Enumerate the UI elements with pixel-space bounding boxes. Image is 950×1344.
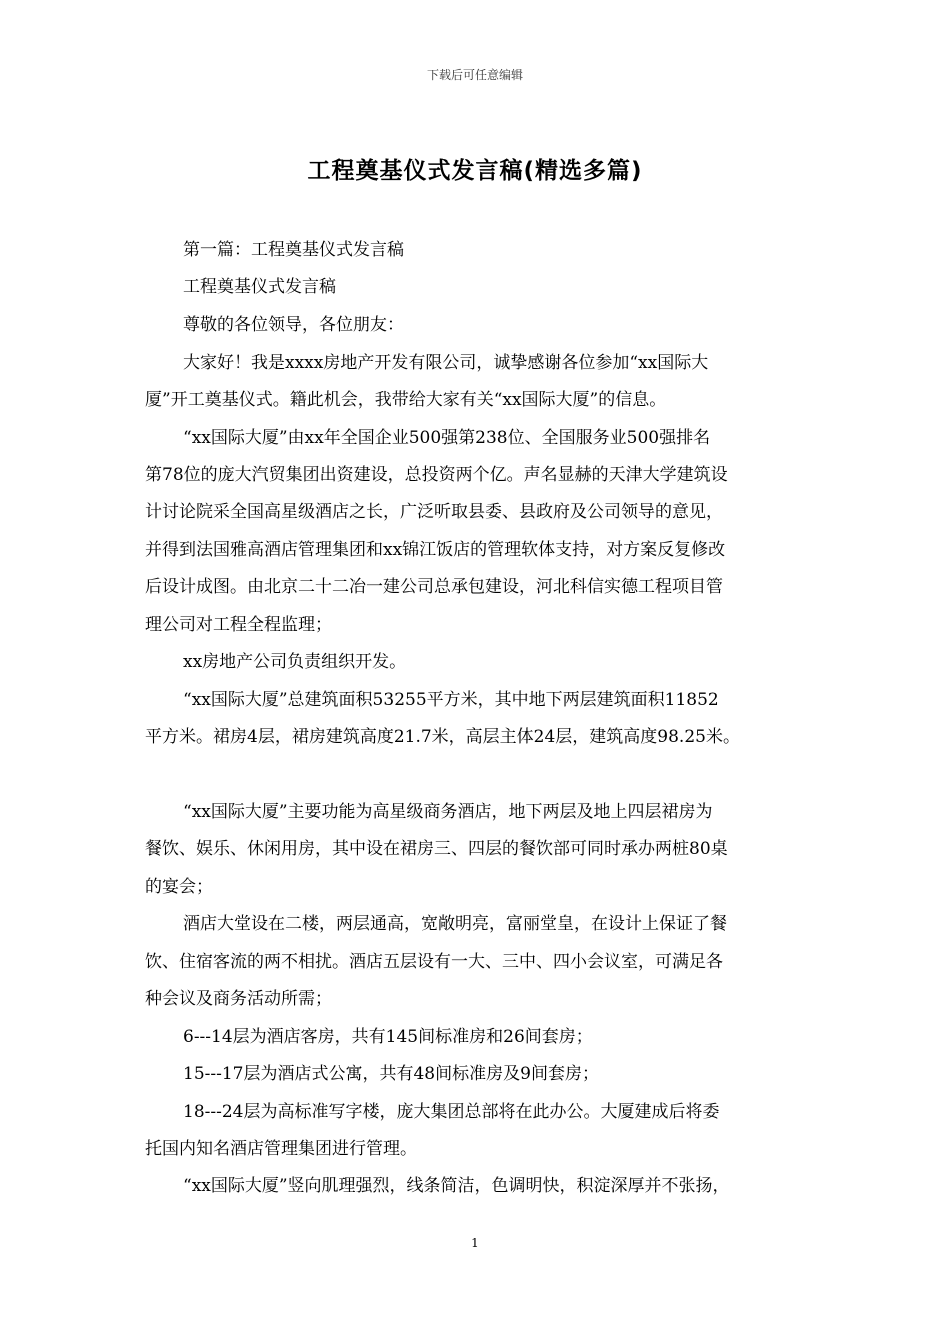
paragraph-line: 18---24层为高标准写字楼，庞大集团总部将在此办公。大厦建成后将委 (183, 1102, 720, 1122)
paragraph-line: 后设计成图。由北京二十二冶一建公司总承包建设，河北科信实德工程项目管 (145, 577, 723, 597)
paragraph-line: “xx国际大厦”主要功能为高星级商务酒店，地下两层及地上四层裙房为 (183, 802, 713, 822)
page-number: 1 (471, 1236, 479, 1250)
paragraph-line: “xx国际大厦”总建筑面积53255平方米，其中地下两层建筑面积11852 (183, 690, 719, 710)
paragraph-line: 饮、住宿客流的两不相扰。酒店五层设有一大、三中、四小会议室，可满足各 (145, 952, 723, 972)
paragraph-line: xx房地产公司负责组织开发。 (183, 652, 407, 672)
paragraph-line: 第78位的庞大汽贸集团出资建设，总投资两个亿。声名显赫的天津大学建筑设 (145, 465, 728, 485)
paragraph-line: 平方米。裙房4层，裙房建筑高度21.7米，高层主体24层，建筑高度98.25米。 (145, 727, 740, 747)
paragraph-line: 种会议及商务活动所需； (145, 989, 332, 1009)
paragraph-line: 大家好！我是xxxx房地产开发有限公司，诚挚感谢各位参加“xx国际大 (183, 353, 709, 373)
paragraph-line: 的宴会； (145, 877, 213, 897)
paragraph-line: 托国内知名酒店管理集团进行管理。 (145, 1139, 417, 1159)
paragraph-line: 酒店大堂设在二楼，两层通高，宽敞明亮，富丽堂皇，在设计上保证了餐 (183, 914, 727, 934)
salutation: 尊敬的各位领导，各位朋友： (183, 315, 404, 335)
paragraph-line: 厦”开工奠基仪式。籍此机会，我带给大家有关“xx国际大厦”的信息。 (145, 390, 667, 410)
paragraph-line: 餐饮、娱乐、休闲用房，其中设在裙房三、四层的餐饮部可同时承办两桩80桌 (145, 839, 728, 859)
paragraph-line: 并得到法国雅高酒店管理集团和xx锦江饭店的管理软体支持，对方案反复修改 (145, 540, 726, 560)
paragraph-line: 理公司对工程全程监理； (145, 615, 332, 635)
paragraph-line: 6---14层为酒店客房，共有145间标准房和26间套房； (183, 1027, 593, 1047)
paragraph-line: “xx国际大厦”由xx年全国企业500强第238位、全国服务业500强排名 (183, 428, 711, 448)
paragraph-line: “xx国际大厦”竖向肌理强烈，线条简洁，色调明快，积淀深厚并不张扬， (183, 1176, 730, 1196)
document-title: 工程奠基仪式发言稿(精选多篇) (307, 158, 643, 184)
header-note: 下载后可任意编辑 (426, 68, 523, 82)
paragraph-line: 计讨论院采全国高星级酒店之长，广泛听取县委、县政府及公司领导的意见， (145, 502, 723, 522)
paragraph-line: 15---17层为酒店式公寓，共有48间标准房及9间套房； (183, 1064, 599, 1084)
section-heading: 第一篇：工程奠基仪式发言稿 (183, 240, 404, 260)
speech-title: 工程奠基仪式发言稿 (183, 277, 336, 297)
